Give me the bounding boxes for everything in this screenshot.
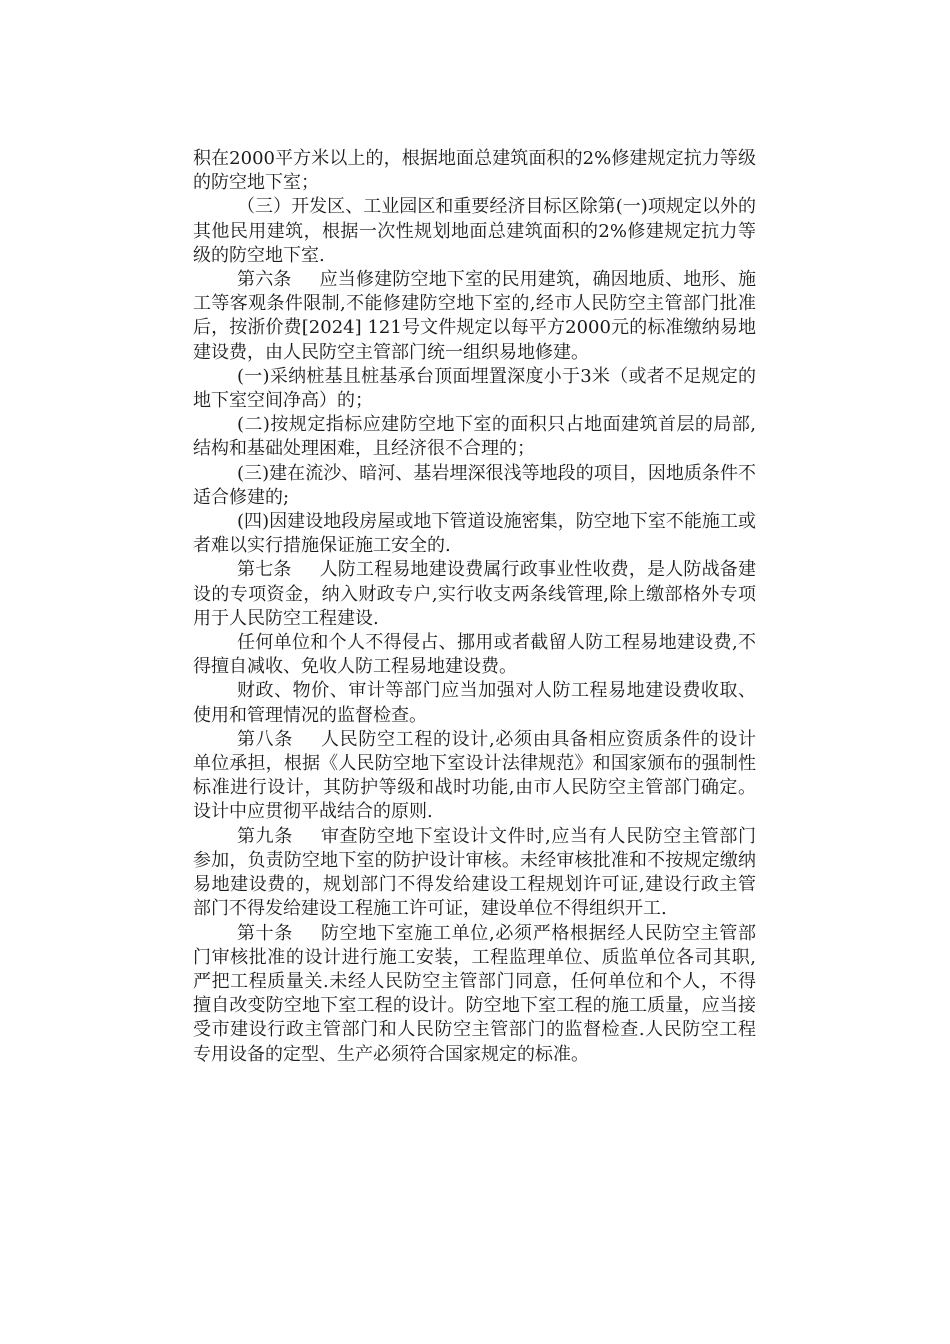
paragraph-prohibition <box>193 631 756 679</box>
paragraph-text: (二)按规定指标应建防空地下室的面积只占地面建筑首层的局部,结构和基础处理困难，且经济很不合理的； <box>193 414 756 460</box>
paragraph-text: (四)因建设地段房屋或地下管道设施密集，防空地下室不能施工或者难以实行措施保证施工安全的. <box>193 511 756 557</box>
paragraph-text: 任何单位和个人不得侵占、挪用或者截留人防工程易地建设费,不得擅自减收、免收人防工程易地建设费。 <box>193 632 756 678</box>
paragraph-text: 应当修建防空地下室的民用建筑，确因地质、地形、施工等客观条件限制,不能修建防空地下室的,经市人民防空主管部门批准后，按浙价费[2024] 121号文件规定以每平方2000元的标准缴纳易地建设费，由人民防空主管部门统一组织易地修建。 <box>193 269 756 363</box>
paragraph-item-4 <box>193 510 756 558</box>
article-7 <box>193 558 756 631</box>
paragraph-text: 审查防空地下室设计文件时,应当有人民防空主管部门参加，负责防空地下室的防护设计审核。未经审核批准和不按规定缴纳易地建设费的，规划部门不得发给建设工程规划许可证,建设行政主管部门不得发给建设工程施工许可证，建设单位不得组织开工. <box>193 825 756 920</box>
paragraph-item-3 <box>193 195 756 268</box>
paragraph-item-1 <box>193 365 756 413</box>
article-number: 第九条 <box>237 825 293 847</box>
paragraph-supervision <box>193 679 756 727</box>
paragraph-text: 财政、物价、审计等部门应当加强对人防工程易地建设费收取、使用和管理情况的监督检查。 <box>193 680 756 726</box>
paragraph-item-3b <box>193 462 756 510</box>
article-number: 第六条 <box>237 269 292 291</box>
article-10 <box>193 922 756 1067</box>
article-6 <box>193 268 756 365</box>
article-number: 第七条 <box>237 559 292 581</box>
paragraph-continuation <box>193 147 756 195</box>
paragraph-item-2 <box>193 413 756 461</box>
article-number: 第十条 <box>237 922 293 944</box>
paragraph-text: 积在2000平方米以上的，根据地面总建筑面积的2%修建规定抗力等级的防空地下室； <box>193 148 756 194</box>
paragraph-text: (一)采纳桩基且桩基承台顶面埋置深度小于3米（或者不足规定的地下室空间净高）的； <box>193 365 756 412</box>
paragraph-text: 防空地下室施工单位,必须严格根据经人民防空主管部门审核批准的设计进行施工安装，工程监理单位、质监单位各司其职,严把工程质量关.未经人民防空主管部门同意，任何单位和个人，不得擅自改变防空地下室工程的设计。防空地下室工程的施工质量，应当接受市建设行政主管部门和人民防空主管部门的监督检查.人民防空工程专用设备的定型、生产必须符合国家规定的标准。 <box>193 922 756 1065</box>
paragraph-text: 人民防空工程的设计,必须由具备相应资质条件的设计单位承担，根据《人民防空地下室设计法律规范》和国家颁布的强制性标准进行设计，其防护等级和战时功能,由市人民防空主管部门确定。设计中应贯彻平战结合的原则. <box>193 728 756 823</box>
paragraph-text: 人防工程易地建设费属行政事业性收费，是人防战备建设的专项资金，纳入财政专户,实行收支两条线管理,除上缴部格外专项用于人民防空工程建设. <box>193 559 756 629</box>
paragraph-text: (三)建在流沙、暗河、基岩埋深很浅等地段的项目，因地质条件不适合修建的; <box>193 462 756 508</box>
paragraph-text: （三）开发区、工业园区和重要经济目标区除第(一)项规定以外的其他民用建筑，根据一次性规划地面总建筑面积的2%修建规定抗力等级的防空地下室. <box>193 196 756 266</box>
article-9 <box>193 825 756 922</box>
article-number: 第八条 <box>237 728 293 750</box>
document-body <box>193 147 756 1067</box>
article-8 <box>193 728 756 825</box>
